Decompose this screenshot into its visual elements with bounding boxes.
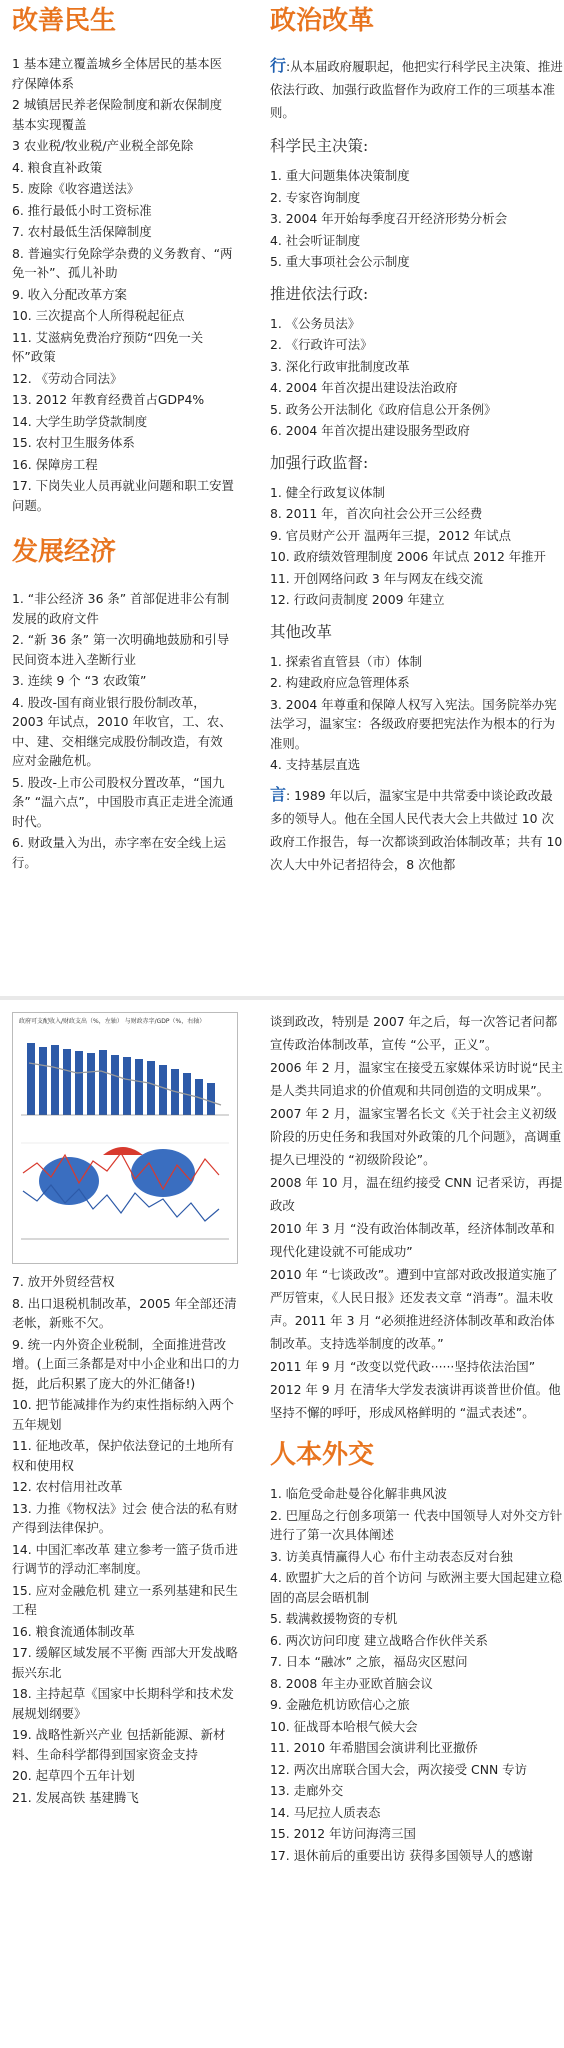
list-item: 8. 2011 年，首次向社会公开三公经费	[270, 506, 483, 521]
list-item: 8. 普遍实行免除学杂费的义务教育、“两免一补”、孤儿补助	[12, 245, 233, 280]
list-item: 3 农业税/牧业税/产业税全部免除	[12, 138, 194, 153]
paragraph: 2010 年 3 月 “没有政治体制改革，经济体制改革和现代化建设就不可能成功”	[270, 1221, 555, 1259]
politics-outro	[264, 783, 564, 876]
paragraph: 2006 年 2 月，温家宝在接受五家媒体采访时说“民主是人类共同追求的价值观和共同创造的文明成果”。	[270, 1060, 564, 1098]
bar	[27, 1043, 35, 1115]
list-item: 1. 临危受命赴曼谷化解非典风波	[270, 1486, 447, 1501]
fiscal-chart	[12, 1012, 238, 1264]
subheading-supervision: 加强行政监督:	[270, 453, 369, 472]
list-item: 9. 统一内外资企业税制，全面推进营改增。(上面三条都是对中小企业和出口的力挺，此后积累了庞大的外汇储备!)	[12, 1336, 240, 1391]
list-item: 11. 征地改革，保护依法登记的土地所有权和使用权	[12, 1438, 234, 1473]
list-item: 2. 《行政许可法》	[270, 337, 373, 352]
list-item: 4. 粮食直补政策	[12, 159, 103, 175]
list-item: 14. 中国汇率改革 建立参考一篮子货币进行调节的浮动汇率制度。	[12, 1541, 238, 1576]
bar	[159, 1065, 167, 1115]
bar	[39, 1047, 47, 1115]
paragraph: 2010 年 “七谈政改”。遭到中宣部对政改报道实施了严厉管束，《人民日报》还发表文章 “消毒”。温未收声。2011 年 3 月 “必须推进经济体制改革和政治体制改革。支持选举制度的改革。”	[270, 1267, 558, 1351]
list-item: 9. 收入分配改革方案	[12, 286, 127, 302]
list-item: 2. 构建政府应急管理体系	[270, 675, 410, 690]
list-item: 3. 访美真情赢得人心 布什主动表态反对台独	[270, 1548, 513, 1564]
outro-text: : 1989 年以后，温家宝是中共常委中谈论政改最多的领导人。他在全国人民代表大会上共做过 10 次政府工作报告，每一次都谈到政治体制改革；共有 10 次人大中外记者招待会，8 次他都	[270, 787, 563, 872]
list-item: 7. 农村最低生活保障制度	[12, 224, 152, 239]
list-item: 10. 三次提高个人所得税起征点	[12, 308, 185, 323]
list-item: 1. 健全行政复议体制	[270, 484, 385, 500]
list-item: 5. 废除《收容遣送法》	[12, 181, 140, 196]
section-title-politics: 政治改革	[270, 6, 375, 36]
list-item: 1. 重大问题集体决策制度	[270, 168, 410, 183]
list-item: 11. 艾滋病免费治疗预防“四免一关怀”政策	[12, 329, 204, 364]
list-item: 5. 重大事项社会公示制度	[270, 254, 410, 269]
other-reforms-list	[264, 652, 564, 775]
section-title-economy: 发展经济	[12, 537, 117, 567]
list-item: 12. 行政问责制度 2009 年建立	[270, 592, 445, 607]
paragraph: 谈到政改，特别是 2007 年之后，每一次答记者问都宣传政治体制改革，宣传 “公平，正义”。	[270, 1014, 558, 1052]
list-item: 9. 官员财产公开 温两年三提，2012 年试点	[270, 527, 512, 543]
list-item: 4. 支持基层直选	[270, 757, 361, 772]
list-item: 1 基本建立覆盖城乡全体居民的基本医疗保障体系	[12, 56, 223, 91]
list-item: 1. “非公经济 36 条” 首部促进非公有制发展的政府文件	[12, 591, 230, 626]
list-item: 10. 征战哥本哈根气候大会	[270, 1718, 418, 1734]
list-item: 2. 专家咨询制度	[270, 189, 361, 205]
list-item: 2 城镇居民养老保险制度和新农保制度基本实现覆盖	[12, 97, 223, 132]
list-item: 6. 2004 年首次提出建设服务型政府	[270, 423, 470, 438]
chart-title: 政府可支配收入/财政支出（%，左轴） 与财政赤字/GDP（%，右轴）	[19, 1018, 206, 1025]
list-item: 15. 应对金融危机 建立一系列基建和民生工程	[12, 1582, 238, 1617]
list-item: 16. 粮食流通体制改革	[12, 1623, 135, 1639]
list-item: 9. 金融危机访欧信心之旅	[270, 1697, 410, 1712]
subheading-decision: 科学民主决策:	[270, 137, 369, 155]
list-item: 6. 两次访问印度 建立战略合作伙伴关系	[270, 1632, 488, 1648]
bar	[51, 1045, 59, 1115]
lawful-admin-list	[264, 314, 564, 441]
list-item: 4. 社会听证制度	[270, 232, 361, 248]
left-column-bottom	[6, 1010, 242, 1809]
list-item: 12. 两次出席联合国大会，两次接受 CNN 专访	[270, 1761, 527, 1777]
list-item: 4. 2004 年首次提出建设法治政府	[270, 380, 458, 395]
economy-list-continued	[6, 1272, 242, 1807]
list-item: 4. 欧盟扩大之后的首个访问 与欧洲主要大国起建立稳固的高层会晤机制	[270, 1570, 563, 1605]
list-item: 5. 载满救援物资的专机	[270, 1611, 398, 1626]
list-item: 15. 2012 年访问海湾三国	[270, 1826, 416, 1841]
list-item: 14. 马尼拉人质表态	[270, 1804, 381, 1820]
list-item: 8. 出口退税机制改革，2005 年全部还清老帐，新账不欠。	[12, 1295, 237, 1330]
list-item: 14. 大学生助学贷款制度	[12, 413, 148, 429]
list-item: 7. 日本 “融冰” 之旅，福岛灾区慰问	[270, 1654, 468, 1669]
list-item: 19. 战略性新兴产业 包括新能源、新材料、生命科学都得到国家资金支持	[12, 1727, 226, 1762]
bar	[147, 1061, 155, 1115]
subheading-lawful-admin: 推进依法行政:	[270, 284, 369, 303]
list-item: 13. 走廊外交	[270, 1783, 344, 1798]
intro-lead-char: 行	[270, 56, 287, 75]
right-column-top	[264, 0, 564, 876]
list-item: 10. 把节能减排作为约束性指标纳入两个五年规划	[12, 1397, 234, 1432]
paragraph: 2007 年 2 月，温家宝署名长文《关于社会主义初级阶段的历史任务和我国对外政策的几个问题》，高调重提久已埋没的 “初级阶段论”。	[270, 1106, 562, 1167]
section-title-diplomacy: 人本外交	[270, 1440, 375, 1470]
page-divider	[0, 996, 564, 1000]
subheading-other-reforms: 其他改革	[270, 622, 333, 641]
bar	[99, 1050, 107, 1115]
list-item: 3. 深化行政审批制度改革	[270, 358, 410, 374]
list-item: 13. 2012 年教育经费首占GDP4%	[12, 392, 205, 407]
list-item: 3. 2004 年开始每季度召开经济形势分析会	[270, 211, 508, 226]
list-item: 17. 缓解区域发展不平衡 西部大开发战略 振兴东北	[12, 1645, 238, 1680]
list-item: 5. 股改-上市公司股权分置改革，“国九条” “温六点”，中国股市真正走进全流通时代。	[12, 774, 234, 829]
list-item: 17. 下岗失业人员再就业问题和职工安置问题。	[12, 478, 234, 513]
list-item: 21. 发展高铁 基建腾飞	[12, 1789, 139, 1805]
paragraph: 2011 年 9 月 “改变以党代政······坚持依法治国”	[270, 1359, 536, 1374]
list-item: 1. 《公务员法》	[270, 315, 361, 331]
supervision-list	[264, 483, 564, 610]
politics-timeline	[264, 1010, 564, 1424]
list-item: 5. 政务公开法制化《政府信息公开条例》	[270, 401, 497, 417]
list-item: 8. 2008 年主办亚欧首脑会议	[270, 1675, 433, 1691]
list-item: 3. 2004 年尊重和保障人权写入宪法。国务院举办宪法学习，温家宝：各级政府要把宪法作为根本的行为准则。	[270, 696, 557, 751]
list-item: 17. 退休前后的重要出访 获得多国领导人的感谢	[270, 1847, 534, 1863]
decision-list	[264, 166, 564, 272]
livelihood-list	[6, 54, 234, 515]
intro-text: :从本届政府履职起，他把实行科学民主决策、推进依法行政、加强行政监督作为政府工作的三项基本准则。	[270, 59, 563, 120]
list-item: 20. 起草四个五年计划	[12, 1768, 135, 1783]
list-item: 11. 2010 年希腊国会演讲利比亚撤侨	[270, 1740, 478, 1755]
bar	[135, 1059, 143, 1115]
list-item: 12. 农村信用社改革	[12, 1479, 123, 1494]
outro-lead-char: 言	[270, 784, 287, 804]
left-column-top	[6, 0, 234, 874]
list-item: 2. “新 36 条” 第一次明确地鼓励和引导民间资本进入垄断行业	[12, 632, 230, 667]
list-item: 6. 财政量入为出，赤字率在安全线上运行。	[12, 835, 227, 870]
annotation-triangle	[103, 1147, 143, 1155]
list-item: 12. 《劳动合同法》	[12, 370, 123, 386]
list-item: 15. 农村卫生服务体系	[12, 435, 135, 450]
list-item: 6. 推行最低小时工资标准	[12, 202, 152, 218]
bar-series	[27, 1043, 215, 1115]
bar	[87, 1053, 95, 1115]
list-item: 10. 政府绩效管理制度 2006 年试点 2012 年推开	[270, 549, 546, 564]
right-column-bottom	[264, 1010, 564, 1867]
list-item: 4. 股改-国有商业银行股份制改革，2003 年试点，2010 年收官，工、农、中、建、交相继完成股份制改造，有效应对金融危机。	[12, 694, 232, 768]
bar	[111, 1055, 119, 1115]
list-item: 11. 开创网络问政 3 年与网友在线交流	[270, 570, 483, 586]
list-item: 16. 保障房工程	[12, 456, 98, 472]
paragraph: 2012 年 9 月 在清华大学发表演讲再谈普世价值。他坚持不懈的呼吁，形成风格鲜明的 “温式表述”。	[270, 1382, 561, 1420]
bar	[63, 1049, 71, 1115]
bar	[207, 1083, 215, 1115]
diplomacy-list	[264, 1484, 564, 1865]
politics-intro	[264, 54, 564, 124]
fiscal-chart-svg	[13, 1013, 237, 1263]
paragraph: 2008 年 10 月，温在纽约接受 CNN 记者采访，再提政改	[270, 1175, 563, 1213]
list-item: 1. 探索省直管县（市）体制	[270, 653, 423, 669]
list-item: 3. 连续 9 个 “3 农政策”	[12, 673, 147, 688]
bar	[75, 1051, 83, 1115]
economy-list	[6, 589, 234, 872]
list-item: 2. 巴厘岛之行创多项第一 代表中国领导人对外交方针进行了第一次具体阐述	[270, 1507, 563, 1542]
bar	[123, 1057, 131, 1115]
list-item: 18. 主持起草《国家中长期科学和技术发展规划纲要》	[12, 1686, 234, 1721]
list-item: 13. 力推《物权法》过会 使合法的私有财产得到法律保护。	[12, 1500, 238, 1535]
list-item: 7. 放开外贸经营权	[12, 1274, 115, 1289]
section-title-livelihood: 改善民生	[12, 6, 117, 36]
